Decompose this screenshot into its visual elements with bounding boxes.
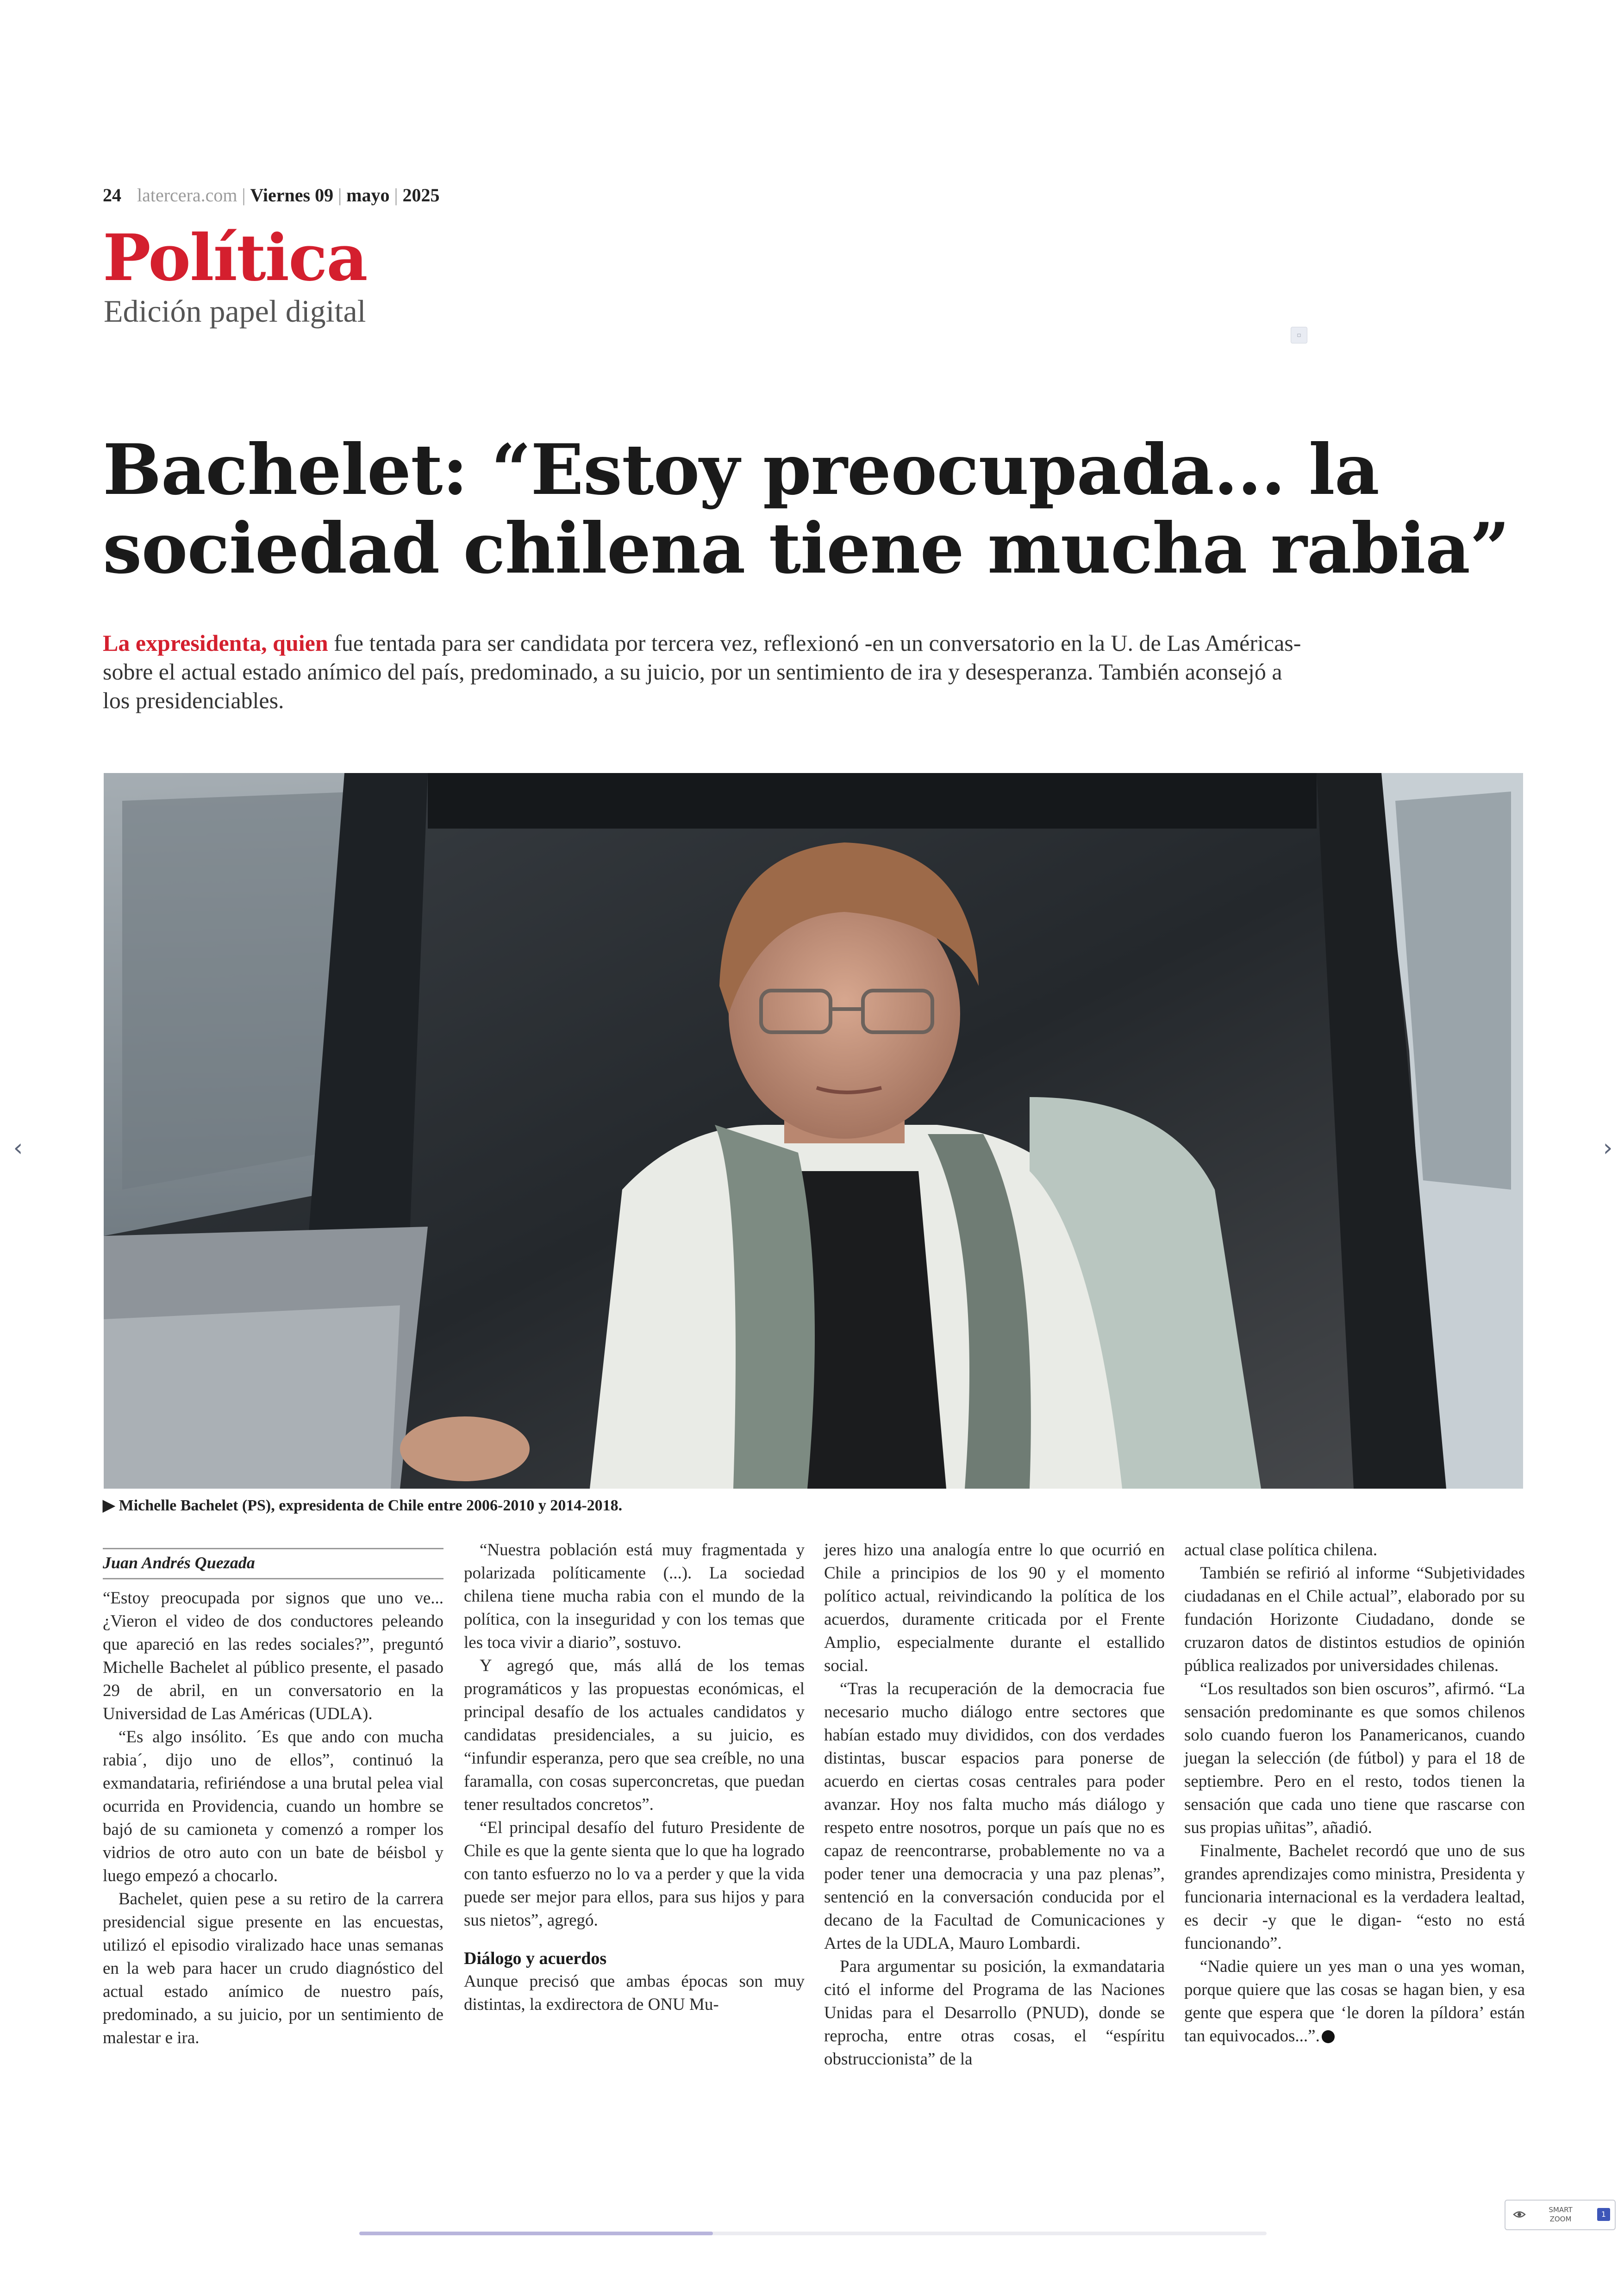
paragraph: jeres hizo una analogía entre lo que ocurrió en Chile a principios de los 90 y el momento político actual, reivindicando la política de los acuerdos, duramente criticada por el Frente Amplio, especialmente durante el estallido social. <box>824 1540 1165 1675</box>
next-page-arrow-icon[interactable]: › <box>1603 1134 1613 1162</box>
page-progress-fill <box>359 2232 713 2235</box>
paragraph: Bachelet, quien pese a su retiro de la carrera presidencial sigue presente en las encuestas, utilizó el episodio viralizado hace unas semanas en la web para hacer un crudo diagnóstico del actual estado anímico de nuestro país, predominado, a su juicio, por un sentimiento de malestar e ira. <box>103 1890 443 2047</box>
paragraph: Y agregó que, más allá de los temas programáticos y las propuestas económicas, el principal desafío de los actuales candidatos y candidatas presidenciales, a su juicio, es “infundir esperanza, pero que sea creíble, no una faramalla, con cosas superconcretas, que puedan tener resultados concretos”. <box>464 1656 805 1814</box>
article-photo <box>104 773 1523 1489</box>
previous-page-arrow-icon[interactable]: ‹ <box>13 1134 23 1162</box>
smart-zoom-button[interactable] <box>1505 2200 1616 2230</box>
article-lead <box>103 629 1306 715</box>
article-column-4 <box>1184 1539 1525 2048</box>
paragraph: Para argumentar su posición, la exmandataria citó el informe del Programa de las Naciones Unidas para el Desarrollo (PNUD), donde se reprocha, entre otras cosas, el “espíritu obstruccionista” de la <box>824 1957 1165 2069</box>
paragraph: “Tras la recuperación de la democracia fue necesario mucho diálogo entre sectores que habían estado muy divididos, con dos verdades distintas, buscar espacios para ponerse de acuerdo en ciertas cosas centrales para poder avanzar. Hoy nos falta mucho más diálogo y respeto entre nosotros, porque un país que no es capaz de reencontrarse, probablemente no va a poder tener una democracia y una paz plenas”, sentenció en la conversación conducida por el decano de la Facultad de Comunicaciones y Artes de la UDLA, Mauro Lombardi. <box>824 1679 1165 1953</box>
paragraph: También se refirió al informe “Subjetividades ciudadanas en el Chile actual”, elaborado por su fundación Horizonte Ciudadano, donde se cruzaron datos de distintos estudios de opinión pública realizados por universidades chilenas. <box>1184 1564 1525 1675</box>
date-day: Viernes 09 <box>250 185 334 206</box>
paragraph: “Los resultados son bien oscuros”, afirmó. “La sensación predominante es que somos chilenos solo cuando fueron los Panamericanos, cuando juegan la selección (de fútbol) y para el 18 de septiembre. Pero en el resto, todos tienen la sensación que cada uno tiene que rascarse con sus propias uñitas”, añadió. <box>1184 1679 1525 1837</box>
article-column-1 <box>103 1587 443 2050</box>
page-progress-bar[interactable] <box>359 2232 1267 2235</box>
paragraph: Aunque precisó que ambas épocas son muy distintas, la exdirectora de ONU Mu- <box>464 1972 805 2014</box>
paragraph: “Nuestra población está muy fragmentada y polarizada políticamente (...). La sociedad chilena tiene mucha rabia con el mundo de la política, con la inseguridad y con los temas que les toca vivir a diario”, sostuvo. <box>464 1540 805 1652</box>
site-name[interactable]: latercera.com <box>137 185 237 206</box>
section-subtitle: Edición papel digital <box>104 293 366 329</box>
page-number: 24 <box>103 185 121 206</box>
page-badge: 1 <box>1597 2208 1610 2221</box>
photo-caption: ▶ Michelle Bachelet (PS), expresidenta de Chile entre 2006-2010 y 2014-2018. <box>103 1497 623 1514</box>
date-month: mayo <box>346 185 390 206</box>
paragraph: actual clase política chilena. <box>1184 1540 1378 1559</box>
smart-zoom-label: SMART ZOOM <box>1549 2206 1573 2223</box>
page-marker-icon: ▫ <box>1291 327 1307 343</box>
subhead: Diálogo y acuerdos <box>464 1949 607 1968</box>
page-header: 24 latercera.com | Viernes 09 | mayo | 2025 <box>103 185 440 206</box>
paragraph: “Es algo insólito. ´Es que ando con mucha rabia´, dijo uno de ellos”, continuó la exmandataria, refiriéndose a una brutal pelea vial ocurrida en Providencia, cuando un hombre se bajó de su camioneta y comenzó a romper los vidrios de otro auto con un bate de béisbol y luego empezó a chocarlo. <box>103 1727 443 1885</box>
paragraph: “El principal desafío del futuro Presidente de Chile es que la gente sienta que lo que ha logrado con tanto esfuerzo no lo va a perder y que la vida puede ser mejor para ellos, para sus hijos y para sus nietos”, agregó. <box>464 1818 805 1930</box>
paragraph <box>1184 1955 1525 2048</box>
paragraph-text: “Nadie quiere un yes man o una yes woman, porque quiere que las cosas se hagan bien, y esa gente que espera que ‘le doren la píldora’ están tan equivocados...”. <box>1184 1957 1525 2046</box>
paragraph: “Estoy preocupada por signos que uno ve... ¿Vieron el video de dos conductores peleando que apareció en las redes sociales?”, preguntó Michelle Bachelet al público presente, el pasado 29 de abril, en un conversatorio en la Universidad de Las Américas (UDLA). <box>103 1589 443 1723</box>
lead-kicker: La expresidenta, quien <box>103 630 328 656</box>
article-column-2 <box>464 1539 805 2016</box>
end-mark-icon <box>1322 2030 1335 2043</box>
byline: Juan Andrés Quezada <box>103 1548 443 1579</box>
lead-text: fue tentada para ser candidata por tercera vez, reflexionó -en un conversatorio en la U. de Las Américas- sobre el actual estado anímico del país, predominado, a su juicio, por un sentimiento de ira y desesperanza. También aconsejó a los presidenciables. <box>103 630 1301 713</box>
section-title: Política <box>103 220 367 295</box>
article-column-3 <box>824 1539 1165 2071</box>
article-headline: Bachelet: “Estoy preocupada... la sociedad chilena tiene mucha rabia” <box>103 429 1510 589</box>
date-year: 2025 <box>402 185 440 206</box>
eye-icon <box>1513 2208 1526 2221</box>
paragraph: Finalmente, Bachelet recordó que uno de sus grandes aprendizajes como ministra, Presidenta y funcionaria internacional es la verdadera lealtad, es decir -y que le digan- “esto no está funcionando”. <box>1184 1841 1525 1953</box>
